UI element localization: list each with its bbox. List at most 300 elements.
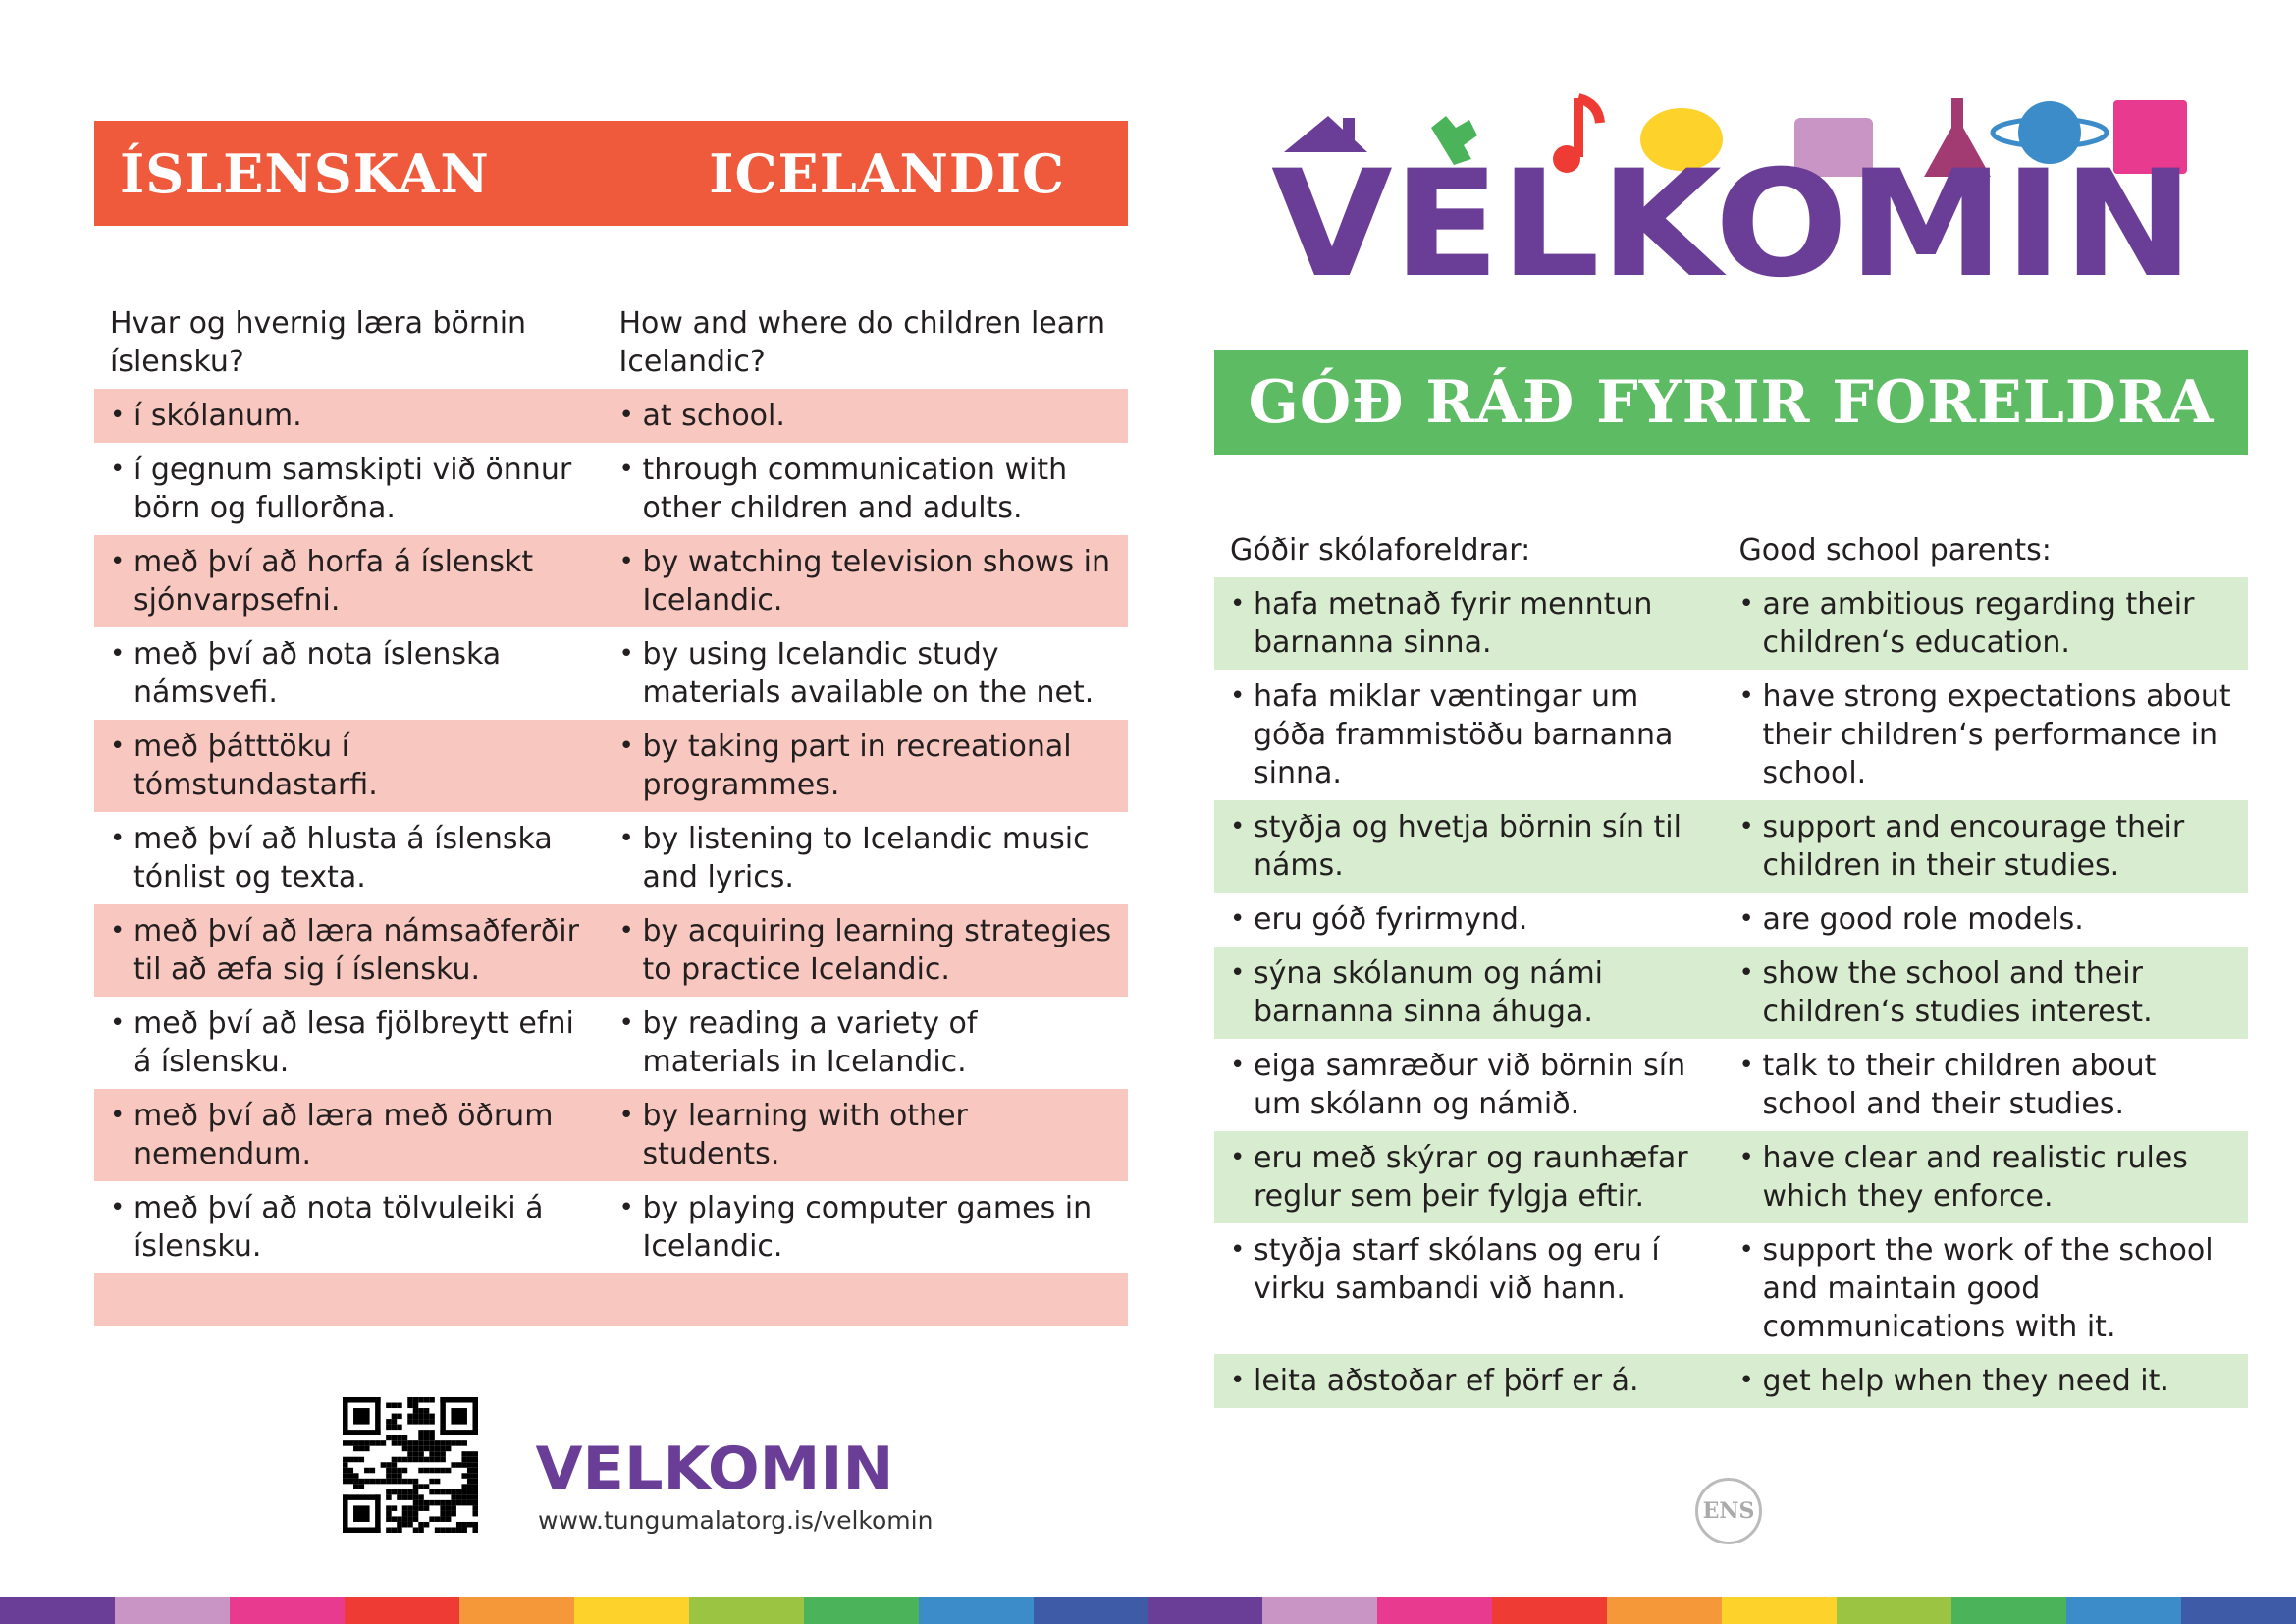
stripe-segment <box>459 1597 574 1624</box>
cell-is <box>1214 1131 1732 1223</box>
qr-module <box>370 1479 376 1485</box>
bullet-icon: • <box>110 639 126 669</box>
qr-module <box>407 1419 413 1425</box>
qr-module <box>467 1457 473 1463</box>
qr-module <box>353 1408 370 1425</box>
qr-module <box>440 1457 446 1463</box>
qr-module <box>386 1468 392 1474</box>
bullet-icon: • <box>1738 812 1754 841</box>
qr-module <box>413 1527 419 1533</box>
qr-module <box>407 1440 413 1446</box>
bullet-icon: • <box>1738 1143 1754 1172</box>
bullet-text: by acquiring learning strategies to practice Icelandic. <box>642 914 1112 987</box>
qr-module <box>461 1489 467 1495</box>
qr-module <box>343 1462 348 1468</box>
qr-module <box>397 1516 402 1522</box>
qr-module <box>343 1430 381 1435</box>
table-spacer-row <box>94 1273 1128 1326</box>
qr-module <box>413 1484 419 1489</box>
qr-module <box>392 1527 398 1533</box>
qr-module <box>402 1511 408 1517</box>
stripe-segment <box>2066 1597 2181 1624</box>
qr-module <box>429 1479 435 1485</box>
qr-module <box>456 1522 462 1528</box>
cell-en <box>1732 947 2249 1039</box>
table-row <box>94 1181 1128 1273</box>
qr-module <box>397 1468 402 1474</box>
qr-module <box>359 1479 365 1485</box>
bullet-icon: • <box>110 1008 126 1038</box>
bullet-text: með því að nota íslenska námsvefi. <box>133 637 502 710</box>
bullet-text: by reading a variety of materials in Icelandic. <box>642 1006 978 1079</box>
bullet-text: are ambitious regarding their children‘s education. <box>1762 587 2195 660</box>
qr-module <box>418 1446 424 1452</box>
qr-module <box>424 1430 430 1435</box>
bullet-icon: • <box>110 824 126 853</box>
qr-module <box>402 1440 408 1446</box>
qr-module <box>407 1511 413 1517</box>
qr-module <box>418 1419 424 1425</box>
qr-module <box>435 1446 441 1452</box>
stripe-segment <box>1148 1597 1263 1624</box>
qr-module <box>472 1494 478 1500</box>
stripe-segment <box>1377 1597 1492 1624</box>
qr-module <box>348 1468 354 1474</box>
stripe-segment <box>689 1597 804 1624</box>
qr-module <box>424 1414 430 1420</box>
qr-module <box>440 1430 478 1435</box>
cell-en <box>1732 577 2249 670</box>
cell-en <box>612 535 1129 627</box>
cell-is <box>94 1089 612 1181</box>
qr-module <box>472 1397 478 1435</box>
stripe-segment <box>115 1597 230 1624</box>
qr-module <box>418 1451 424 1457</box>
table-intro-row <box>94 297 1128 389</box>
qr-module <box>451 1440 456 1446</box>
bullet-text: talk to their children about school and their studies. <box>1762 1049 2157 1121</box>
qr-module <box>424 1419 430 1425</box>
qr-module <box>440 1500 446 1506</box>
qr-module <box>461 1484 467 1489</box>
bullet-icon: • <box>1738 1051 1754 1080</box>
bullet-text: hafa metnað fyrir menntun barnanna sinna. <box>1254 587 1653 660</box>
qr-module <box>386 1516 392 1522</box>
bullet-text: með því að læra námsaðferðir til að æfa sig í íslensku. <box>133 914 579 987</box>
qr-module <box>446 1446 452 1452</box>
table-row <box>1214 800 2248 893</box>
bullet-text: með því að hlusta á íslenska tónlist og texta. <box>133 822 553 894</box>
qr-module <box>424 1522 430 1528</box>
bullet-icon: • <box>110 731 126 761</box>
cell-en <box>1732 1039 2249 1131</box>
qr-module <box>461 1500 467 1506</box>
qr-module <box>343 1527 381 1533</box>
qr-module <box>386 1505 392 1511</box>
cell-is <box>1214 577 1732 670</box>
stripe-segment <box>0 1597 115 1624</box>
qr-module <box>364 1479 370 1485</box>
qr-module <box>467 1473 473 1479</box>
qr-module <box>402 1516 408 1522</box>
qr-module <box>472 1500 478 1506</box>
qr-module <box>413 1457 419 1463</box>
qr-module <box>413 1500 419 1506</box>
qr-module <box>397 1457 402 1463</box>
table-row <box>94 812 1128 904</box>
qr-module <box>413 1516 419 1522</box>
qr-module <box>353 1505 370 1522</box>
qr-module <box>446 1500 452 1506</box>
qr-module <box>424 1500 430 1506</box>
qr-module <box>472 1511 478 1517</box>
qr-module <box>440 1446 446 1452</box>
cell-en <box>612 443 1129 535</box>
bullet-text: með því að lesa fjölbreytt efni á íslensku. <box>133 1006 574 1079</box>
bullet-icon: • <box>1738 904 1754 934</box>
qr-module <box>392 1489 398 1495</box>
qr-module <box>381 1479 387 1485</box>
qr-module <box>407 1516 413 1522</box>
qr-module <box>392 1516 398 1522</box>
qr-module <box>429 1451 435 1457</box>
qr-module <box>359 1446 365 1452</box>
parents-banner-title: GÓÐ RÁÐ FYRIR FORELDRA <box>1248 367 2215 437</box>
qr-module <box>429 1500 435 1506</box>
qr-module <box>451 1462 456 1468</box>
qr-module <box>472 1522 478 1528</box>
qr-module <box>413 1494 419 1500</box>
qr-module <box>461 1457 467 1463</box>
qr-module <box>472 1457 478 1463</box>
cell-is <box>94 812 612 904</box>
table-row <box>1214 893 2248 947</box>
qr-module <box>370 1468 376 1474</box>
qr-module <box>407 1397 413 1403</box>
qr-module <box>386 1419 392 1425</box>
bullet-icon: • <box>618 1193 634 1222</box>
qr-module <box>429 1446 435 1452</box>
qr-module <box>467 1451 473 1457</box>
qr-module <box>461 1527 467 1533</box>
qr-module <box>440 1397 446 1435</box>
bullet-text: support the work of the school and maintain good communications with it. <box>1762 1233 2214 1344</box>
qr-module <box>402 1446 408 1452</box>
color-stripe <box>0 1597 2296 1624</box>
qr-module <box>467 1500 473 1506</box>
bullet-text: í skólanum. <box>133 399 302 433</box>
qr-module <box>407 1494 413 1500</box>
qr-module <box>435 1516 441 1522</box>
cell-is <box>1214 893 1732 947</box>
qr-module <box>364 1446 370 1452</box>
stripe-segment <box>1837 1597 1951 1624</box>
qr-module <box>429 1397 435 1403</box>
qr-module <box>440 1451 446 1457</box>
bullet-icon: • <box>1738 681 1754 711</box>
bullet-text: by listening to Icelandic music and lyrics. <box>642 822 1090 894</box>
stripe-segment <box>1951 1597 2066 1624</box>
qr-module <box>348 1473 354 1479</box>
cell-is <box>94 389 612 443</box>
velkomin-logo <box>1264 79 2201 280</box>
qr-module <box>418 1435 424 1441</box>
bullet-text: með því að nota tölvuleiki á íslensku. <box>133 1191 544 1264</box>
qr-module <box>407 1479 413 1485</box>
stripe-segment <box>1262 1597 1377 1624</box>
qr-module <box>418 1527 424 1533</box>
cell-en <box>612 812 1129 904</box>
bullet-icon: • <box>1230 589 1246 619</box>
qr-module <box>353 1473 359 1479</box>
qr-module <box>397 1522 402 1528</box>
cell-en <box>1732 670 2249 800</box>
qr-module <box>456 1462 462 1468</box>
qr-module <box>392 1479 398 1485</box>
cell-en <box>612 997 1129 1089</box>
intro-is: Hvar og hvernig læra börnin íslensku? <box>110 306 527 379</box>
stripe-segment <box>919 1597 1034 1624</box>
table-row <box>94 443 1128 535</box>
cell-is <box>1214 1039 1732 1131</box>
intro-en: How and where do children learn Icelandic? <box>618 306 1105 379</box>
table-row <box>94 389 1128 443</box>
qr-module <box>392 1425 398 1431</box>
qr-module <box>343 1479 348 1485</box>
cell-is <box>1214 1223 1732 1354</box>
table-row <box>1214 670 2248 800</box>
qr-module <box>472 1473 478 1479</box>
qr-module <box>375 1440 381 1446</box>
qr-module <box>386 1489 392 1495</box>
intro-is: Góðir skólaforeldrar: <box>1230 533 1531 568</box>
qr-module <box>429 1489 435 1495</box>
cell-is <box>1214 947 1732 1039</box>
qr-module <box>407 1414 413 1420</box>
qr-code <box>343 1397 478 1533</box>
bullet-icon: • <box>1230 681 1246 711</box>
qr-module <box>424 1397 430 1403</box>
qr-module <box>397 1489 402 1495</box>
qr-module <box>418 1397 424 1403</box>
cell-is <box>94 443 612 535</box>
bullet-text: have clear and realistic rules which they enforce. <box>1762 1141 2188 1214</box>
qr-module <box>402 1522 408 1528</box>
bullet-icon: • <box>618 639 634 669</box>
qr-module <box>461 1494 467 1500</box>
qr-module <box>392 1419 398 1425</box>
table-row <box>94 1089 1128 1181</box>
qr-module <box>429 1430 435 1435</box>
qr-module <box>386 1511 392 1517</box>
stripe-segment <box>1492 1597 1607 1624</box>
qr-module <box>343 1440 348 1446</box>
qr-module <box>392 1473 398 1479</box>
logo-small-text: VELKOMIN <box>535 1435 894 1492</box>
parents-table <box>1214 523 2248 1408</box>
bullet-icon: • <box>618 824 634 853</box>
qr-module <box>397 1479 402 1485</box>
bullet-icon: • <box>618 731 634 761</box>
bullet-text: með því að læra með öðrum nemendum. <box>133 1099 554 1171</box>
bullet-text: styðja og hvetja börnin sín til náms. <box>1254 810 1682 883</box>
stripe-segment <box>230 1597 345 1624</box>
bullet-text: eru með skýrar og raunhæfar reglur sem þeir fylgja eftir. <box>1254 1141 1688 1214</box>
qr-module <box>413 1414 419 1420</box>
table-row <box>1214 1354 2248 1408</box>
qr-module <box>429 1457 435 1463</box>
qr-module <box>353 1457 359 1463</box>
qr-module <box>413 1505 419 1511</box>
qr-module <box>392 1468 398 1474</box>
table-row <box>1214 1039 2248 1131</box>
qr-module <box>343 1457 348 1463</box>
stripe-segment <box>1722 1597 1837 1624</box>
bullet-icon: • <box>1230 1235 1246 1265</box>
qr-module <box>364 1468 370 1474</box>
qr-module <box>364 1440 370 1446</box>
qr-module <box>353 1479 359 1485</box>
bullet-text: í gegnum samskipti við önnur börn og fullorðna. <box>133 453 572 525</box>
bullet-text: leita aðstoðar ef þörf er á. <box>1254 1364 1639 1398</box>
qr-module <box>386 1473 392 1479</box>
qr-module <box>381 1462 387 1468</box>
cell-is <box>94 720 612 812</box>
qr-module <box>375 1494 381 1533</box>
banner-title-en: ICELANDIC <box>709 141 1065 205</box>
icelandic-banner <box>94 121 1128 226</box>
qr-module <box>440 1397 478 1403</box>
bullet-text: by taking part in recreational programmes. <box>642 730 1072 802</box>
table-row <box>1214 1223 2248 1354</box>
qr-module <box>407 1522 413 1528</box>
qr-module <box>392 1403 398 1409</box>
cell-en <box>612 627 1129 720</box>
qr-module <box>435 1527 441 1533</box>
website-url: www.tungumalatorg.is/velkomin <box>538 1506 934 1535</box>
qr-module <box>440 1527 446 1533</box>
learning-table <box>94 297 1128 1326</box>
bullet-text: show the school and their children‘s studies interest. <box>1762 956 2153 1029</box>
qr-module <box>402 1479 408 1485</box>
qr-module <box>424 1484 430 1489</box>
bullet-text: through communication with other children and adults. <box>642 453 1068 525</box>
qr-module <box>381 1440 387 1446</box>
logo-text: VELKOMIN <box>1271 139 2194 280</box>
qr-module <box>386 1479 392 1485</box>
qr-module <box>392 1440 398 1446</box>
qr-module <box>435 1457 441 1463</box>
qr-module <box>348 1457 354 1463</box>
qr-module <box>418 1414 424 1420</box>
qr-module <box>461 1462 467 1468</box>
qr-module <box>397 1473 402 1479</box>
qr-module <box>375 1479 381 1485</box>
bullet-text: support and encourage their children in their studies. <box>1762 810 2185 883</box>
qr-module <box>446 1505 452 1511</box>
cell-is <box>1214 670 1732 800</box>
qr-module <box>435 1500 441 1506</box>
qr-module <box>413 1479 419 1485</box>
qr-module <box>348 1440 354 1446</box>
qr-module <box>402 1489 408 1495</box>
qr-module <box>446 1440 452 1446</box>
qr-module <box>461 1451 467 1457</box>
parents-panel <box>1214 350 2248 1408</box>
cell-is <box>94 904 612 997</box>
qr-module <box>472 1527 478 1533</box>
qr-module <box>440 1516 446 1522</box>
parents-banner <box>1214 350 2248 455</box>
qr-module <box>424 1408 430 1414</box>
qr-module <box>343 1468 348 1474</box>
qr-module <box>424 1457 430 1463</box>
qr-module <box>467 1462 473 1468</box>
table-row <box>1214 1131 2248 1223</box>
qr-module <box>359 1484 365 1489</box>
qr-module <box>413 1446 419 1452</box>
qr-module <box>435 1468 441 1474</box>
qr-module <box>418 1468 424 1474</box>
bullet-icon: • <box>1230 958 1246 988</box>
qr-module <box>461 1473 467 1479</box>
qr-module <box>435 1489 441 1495</box>
cell-is <box>1214 1354 1732 1408</box>
bullet-icon: • <box>110 401 126 430</box>
qr-module <box>456 1494 462 1500</box>
bullet-text: by playing computer games in Icelandic. <box>642 1191 1093 1264</box>
bullet-icon: • <box>618 1008 634 1038</box>
qr-module <box>353 1484 359 1489</box>
qr-module <box>407 1505 413 1511</box>
bullet-text: by watching television shows in Icelandic. <box>642 545 1110 618</box>
qr-module <box>386 1462 392 1468</box>
qr-module <box>472 1484 478 1489</box>
bullet-icon: • <box>110 547 126 576</box>
table-row <box>94 720 1128 812</box>
qr-module <box>418 1457 424 1463</box>
bullet-text: at school. <box>642 399 785 433</box>
bullet-text: með þátttöku í tómstundastarfi. <box>133 730 378 802</box>
qr-module <box>359 1440 365 1446</box>
bullet-text: are good role models. <box>1762 902 2084 937</box>
bullet-text: by using Icelandic study materials available on the net. <box>642 637 1095 710</box>
cell-en <box>1732 1223 2249 1354</box>
bullet-text: eru góð fyrirmynd. <box>1254 902 1528 937</box>
cell-en <box>612 720 1129 812</box>
bullet-icon: • <box>618 916 634 946</box>
bullet-text: by learning with other students. <box>642 1099 968 1171</box>
cell-en <box>612 1089 1129 1181</box>
qr-module <box>451 1527 456 1533</box>
qr-module <box>472 1505 478 1511</box>
bullet-icon: • <box>110 916 126 946</box>
bullet-icon: • <box>618 547 634 576</box>
qr-module <box>359 1457 365 1463</box>
stripe-segment <box>345 1597 459 1624</box>
bullet-icon: • <box>1738 1366 1754 1395</box>
bullet-icon: • <box>618 401 634 430</box>
qr-module <box>375 1397 381 1435</box>
qr-module <box>413 1408 419 1414</box>
banner-title-is: ÍSLENSKAN <box>120 141 490 205</box>
qr-module <box>472 1451 478 1457</box>
qr-module <box>472 1489 478 1495</box>
cell-en <box>1732 800 2249 893</box>
cell-is <box>94 997 612 1089</box>
bullet-icon: • <box>1230 1051 1246 1080</box>
qr-module <box>451 1500 456 1506</box>
